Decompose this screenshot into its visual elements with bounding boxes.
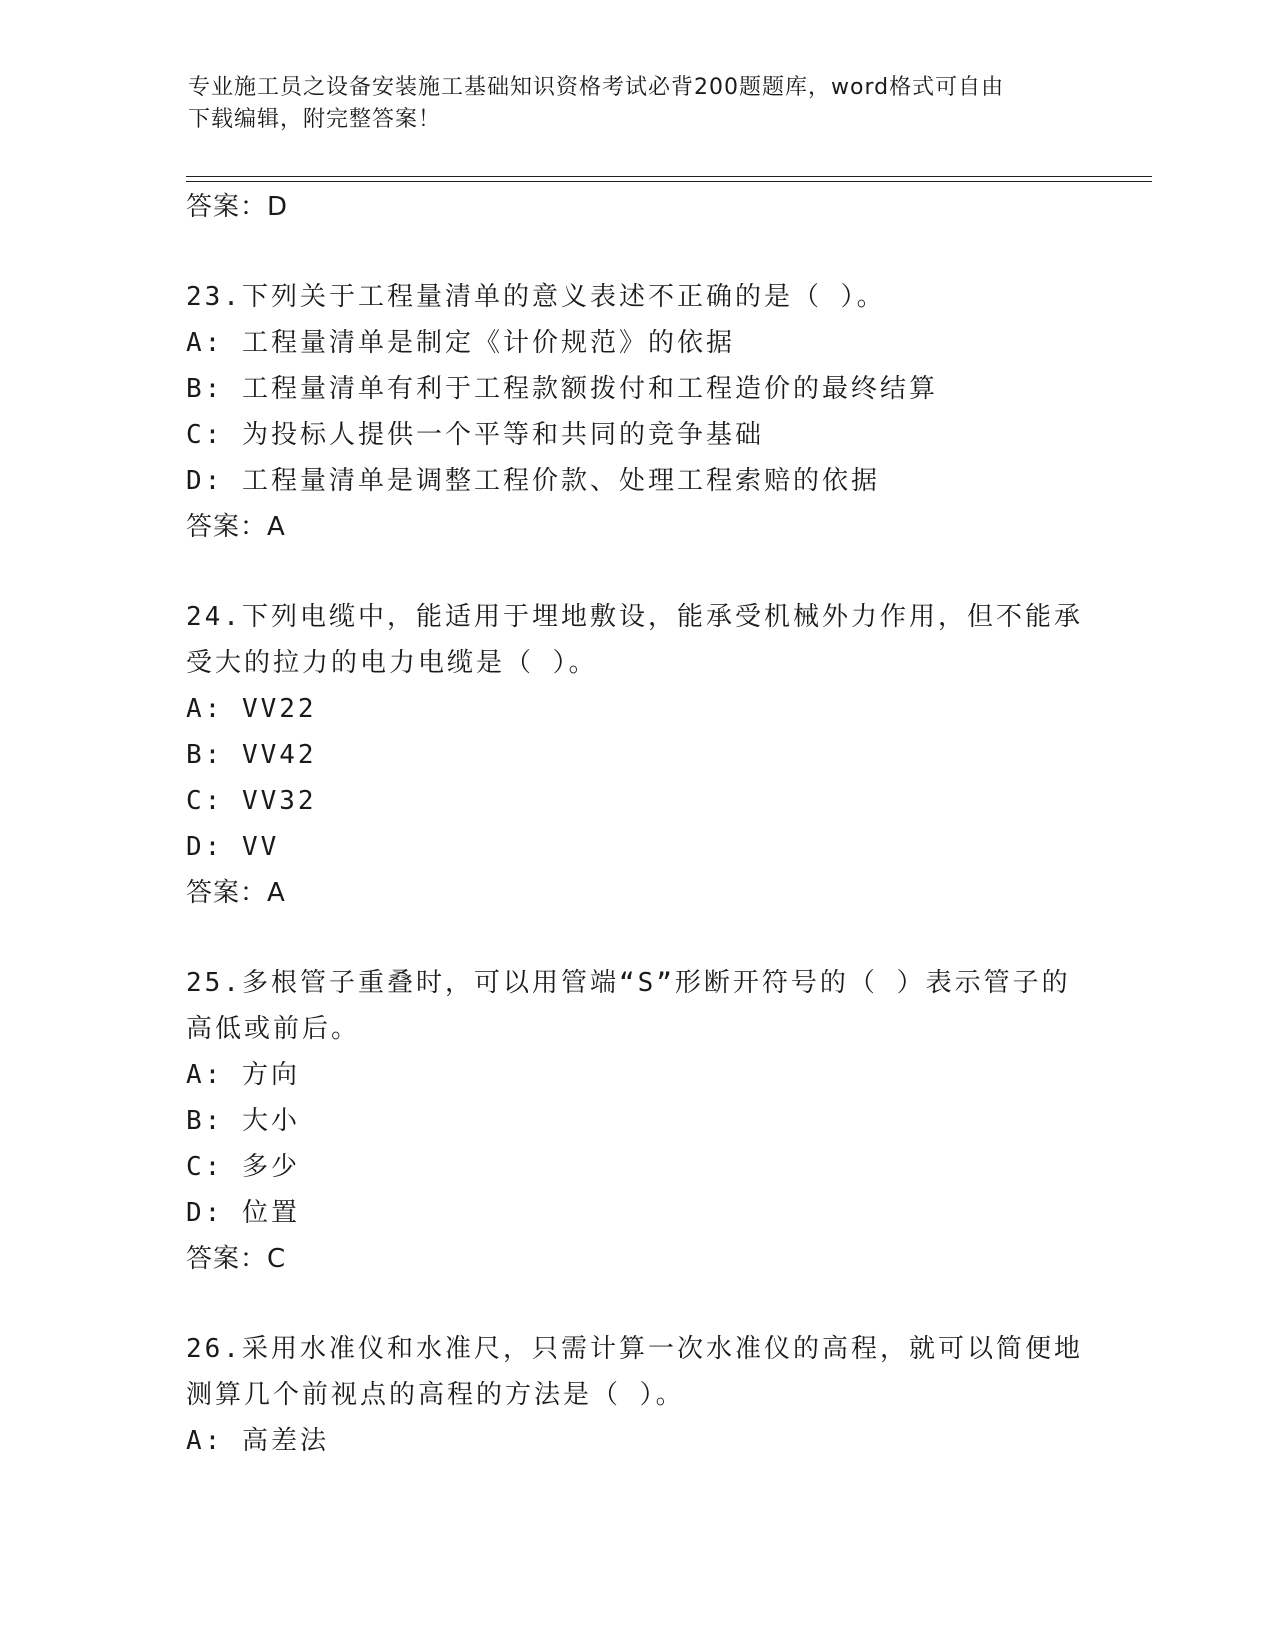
question-text: 25.多根管子重叠时，可以用管端“S”形断开符号的（ ）表示管子的高低或前后。 xyxy=(186,968,1071,1044)
header-divider xyxy=(186,176,1152,182)
option-a: A: VV22 xyxy=(186,694,317,724)
option-d: D: VV xyxy=(186,832,280,862)
option-c: C: 为投标人提供一个平等和共同的竞争基础 xyxy=(186,420,764,450)
question-text: 26.采用水准仪和水准尺，只需计算一次水准仪的高程，就可以简便地测算几个前视点的高程的方法是（ ）。 xyxy=(186,1334,1083,1410)
option-a: A: 工程量清单是制定《计价规范》的依据 xyxy=(186,328,735,358)
spacer xyxy=(186,550,1086,594)
header-title-line-2: 下载编辑，附完整答案！ xyxy=(188,107,442,132)
question-text: 24.下列电缆中，能适用于埋地敷设，能承受机械外力作用，但不能承受大的拉力的电力电缆是（ ）。 xyxy=(186,602,1083,678)
question-block-25 xyxy=(186,960,1086,1282)
page-header xyxy=(188,72,1088,136)
option-b: B: VV42 xyxy=(186,740,317,770)
spacer xyxy=(186,230,1086,274)
previous-answer: 答案：D xyxy=(186,192,289,222)
answer: 答案：A xyxy=(186,878,286,908)
option-c: C: VV32 xyxy=(186,786,317,816)
option-a: A: 高差法 xyxy=(186,1426,329,1456)
question-content xyxy=(186,184,1086,1464)
option-d: D: 位置 xyxy=(186,1198,300,1228)
question-text: 23.下列关于工程量清单的意义表述不正确的是（ ）。 xyxy=(186,282,886,312)
option-d: D: 工程量清单是调整工程价款、处理工程索赔的依据 xyxy=(186,466,880,496)
option-c: C: 多少 xyxy=(186,1152,300,1182)
answer: 答案：C xyxy=(186,1244,287,1274)
question-block-26 xyxy=(186,1326,1086,1464)
spacer xyxy=(186,916,1086,960)
question-block-24 xyxy=(186,594,1086,916)
question-block-23 xyxy=(186,274,1086,550)
spacer xyxy=(186,1282,1086,1326)
option-a: A: 方向 xyxy=(186,1060,300,1090)
answer: 答案：A xyxy=(186,512,286,542)
option-b: B: 大小 xyxy=(186,1106,300,1136)
header-title-line-1: 专业施工员之设备安装施工基础知识资格考试必背200题题库，word格式可自由 xyxy=(188,75,1005,100)
option-b: B: 工程量清单有利于工程款额拨付和工程造价的最终结算 xyxy=(186,374,938,404)
